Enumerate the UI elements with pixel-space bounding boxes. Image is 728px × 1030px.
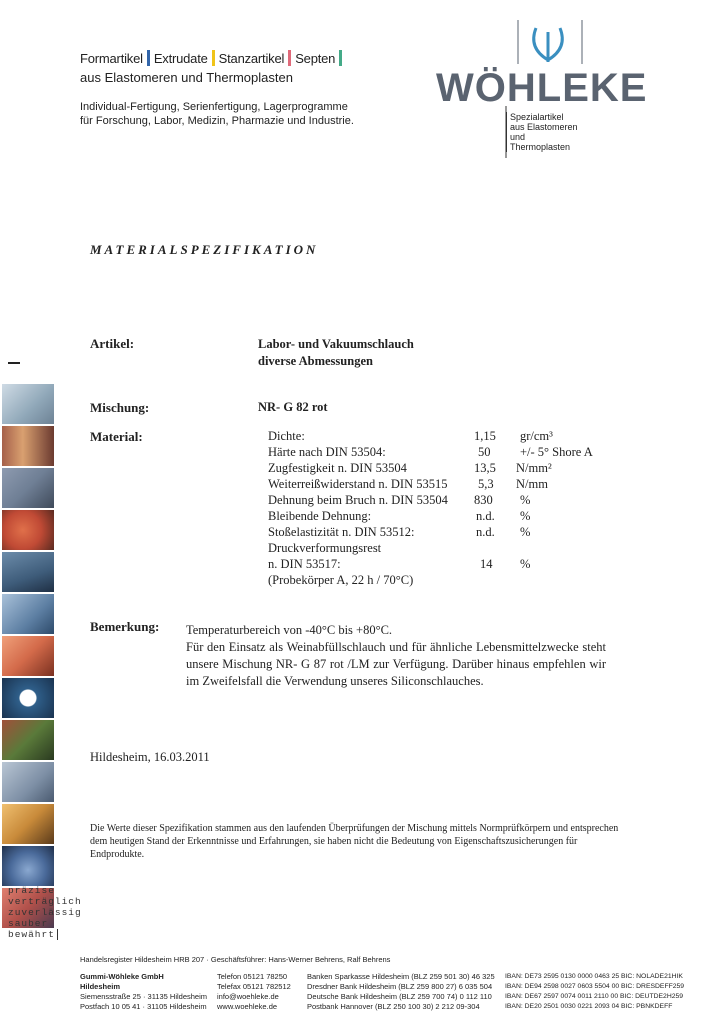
material-label: Material: xyxy=(90,429,143,444)
side-image xyxy=(2,678,54,718)
product-nav xyxy=(80,50,346,66)
side-image-strip xyxy=(2,384,54,930)
table-row: Druckverformungsrest xyxy=(268,541,382,555)
mix-value: NR- G 82 rot xyxy=(258,400,328,414)
tagline: aus Elastomeren und Thermoplasten xyxy=(80,70,293,85)
nav-item-extrudate: Extrudate xyxy=(153,51,208,66)
nav-item-septen: Septen xyxy=(295,51,336,66)
side-image xyxy=(2,468,54,508)
side-image xyxy=(2,720,54,760)
table-row: Härte nach DIN 53504: 50 +/- 5° Shore A xyxy=(268,445,593,459)
register-info: Handelsregister Hildesheim HRB 207 · Geschäftsführer: Hans-Werner Behrens, Ralf Behrens xyxy=(80,955,391,964)
table-row: Stoßelastizität n. DIN 53512: n.d. % xyxy=(268,525,531,539)
nav-item-stanzartikel: Stanzartikel xyxy=(218,51,285,66)
side-image xyxy=(2,552,54,592)
mix-label: Mischung: xyxy=(90,400,150,415)
material-table xyxy=(268,428,608,588)
table-row: Dehnung beim Bruch n. DIN 53504 830 % xyxy=(268,493,531,507)
intro-text: Individual-Fertigung, Serienfertigung, Lagerprogramme für Forschung, Labor, Medizin, Pharmazie und Industrie. xyxy=(80,101,354,127)
remark-label: Bemerkung: xyxy=(90,619,160,634)
article-label: Artikel: xyxy=(90,336,135,351)
side-image xyxy=(2,384,54,424)
side-image xyxy=(2,510,54,550)
table-row: n. DIN 53517: 14 % xyxy=(268,557,531,571)
logo-subtitle: Spezialartikel aus Elastomeren und Thermoplasten xyxy=(506,112,578,152)
side-image xyxy=(2,594,54,634)
side-image xyxy=(2,804,54,844)
disclaimer: Die Werte dieser Spezifikation stammen aus den laufenden Überprüfungen der Mischung mittels Normprüfkörpern und entsprechen dem heutigen Stand der Erkenntnisse und Erfahrungen, sie haben nicht die Bedeutung von Eigenschaftszusicherungen für Endprodukte. xyxy=(90,823,619,860)
remark-text: Temperaturbereich von -40°C bis +80°C. Für den Einsatz als Weinabfüllschlauch und für ähnliche Lebensmittelzwecke steht unsere Mischung NR- G 87 rot /LM zur Verfügung. Darüber hinaus empfehlen wir im Zweifelsfall die Verwendung unseres Siliconschlauches. xyxy=(186,623,606,688)
side-image xyxy=(2,636,54,676)
table-row: (Probekörper A, 22 h / 70°C) xyxy=(268,573,414,587)
motto: präzise verträglich zuverlässig sauber bewährt xyxy=(8,885,82,940)
company-logo xyxy=(436,18,676,158)
footer-iban: IBAN: DE73 2595 0130 0000 0463 25 BIC: NOLADE21HIK IBAN: DE94 2598 0027 0603 5504 00 BIC: DRESDEFF259 IBAN: DE67 2597 0074 0011 2110 00 BIC: DEUTDE2H259 IBAN: DE20 2501 0030 0221 2093 04 BIC: PBNKDEFF xyxy=(505,973,685,1010)
footer-banks: Banken Sparkasse Hildesheim (BLZ 259 501 30) 46 325 Dresdner Bank Hildesheim (BLZ 259 800 27) 6 035 504 Deutsche Bank Hildesheim (BLZ 259 700 74) 0 112 110 Postbank Hannover (BLZ 250 100 30) 2 212 09-304 xyxy=(307,972,495,1011)
nav-item-formartikel: Formartikel xyxy=(80,51,143,66)
table-row: Bleibende Dehnung: n.d. % xyxy=(268,509,531,523)
logo-wordmark: WÖHLEKE xyxy=(436,66,648,110)
side-image xyxy=(2,426,54,466)
side-image xyxy=(2,762,54,802)
article-value: Labor- und Vakuumschlauch diverse Abmessungen xyxy=(258,337,414,368)
footer-contact: Telefon 05121 78250 Telefax 05121 782512 info@woehleke.de www.woehleke.de xyxy=(217,972,291,1011)
table-row: Zugfestigkeit n. DIN 53504 13,5 N/mm² xyxy=(268,461,552,475)
side-image xyxy=(2,846,54,886)
place-date: Hildesheim, 16.03.2011 xyxy=(90,750,210,764)
side-dash xyxy=(8,362,20,364)
table-row: Weiterreißwiderstand n. DIN 53515 5,3 N/mm xyxy=(268,477,548,491)
footer-company: Gummi-Wöhleke GmbH Hildesheim Siemensstraße 25 · 31135 Hildesheim Postfach 10 05 41 · 31105 Hildesheim xyxy=(80,972,208,1011)
document-title: MATERIALSPEZIFIKATION xyxy=(90,242,319,257)
table-row: Dichte: 1,15 gr/cm³ xyxy=(268,429,553,443)
